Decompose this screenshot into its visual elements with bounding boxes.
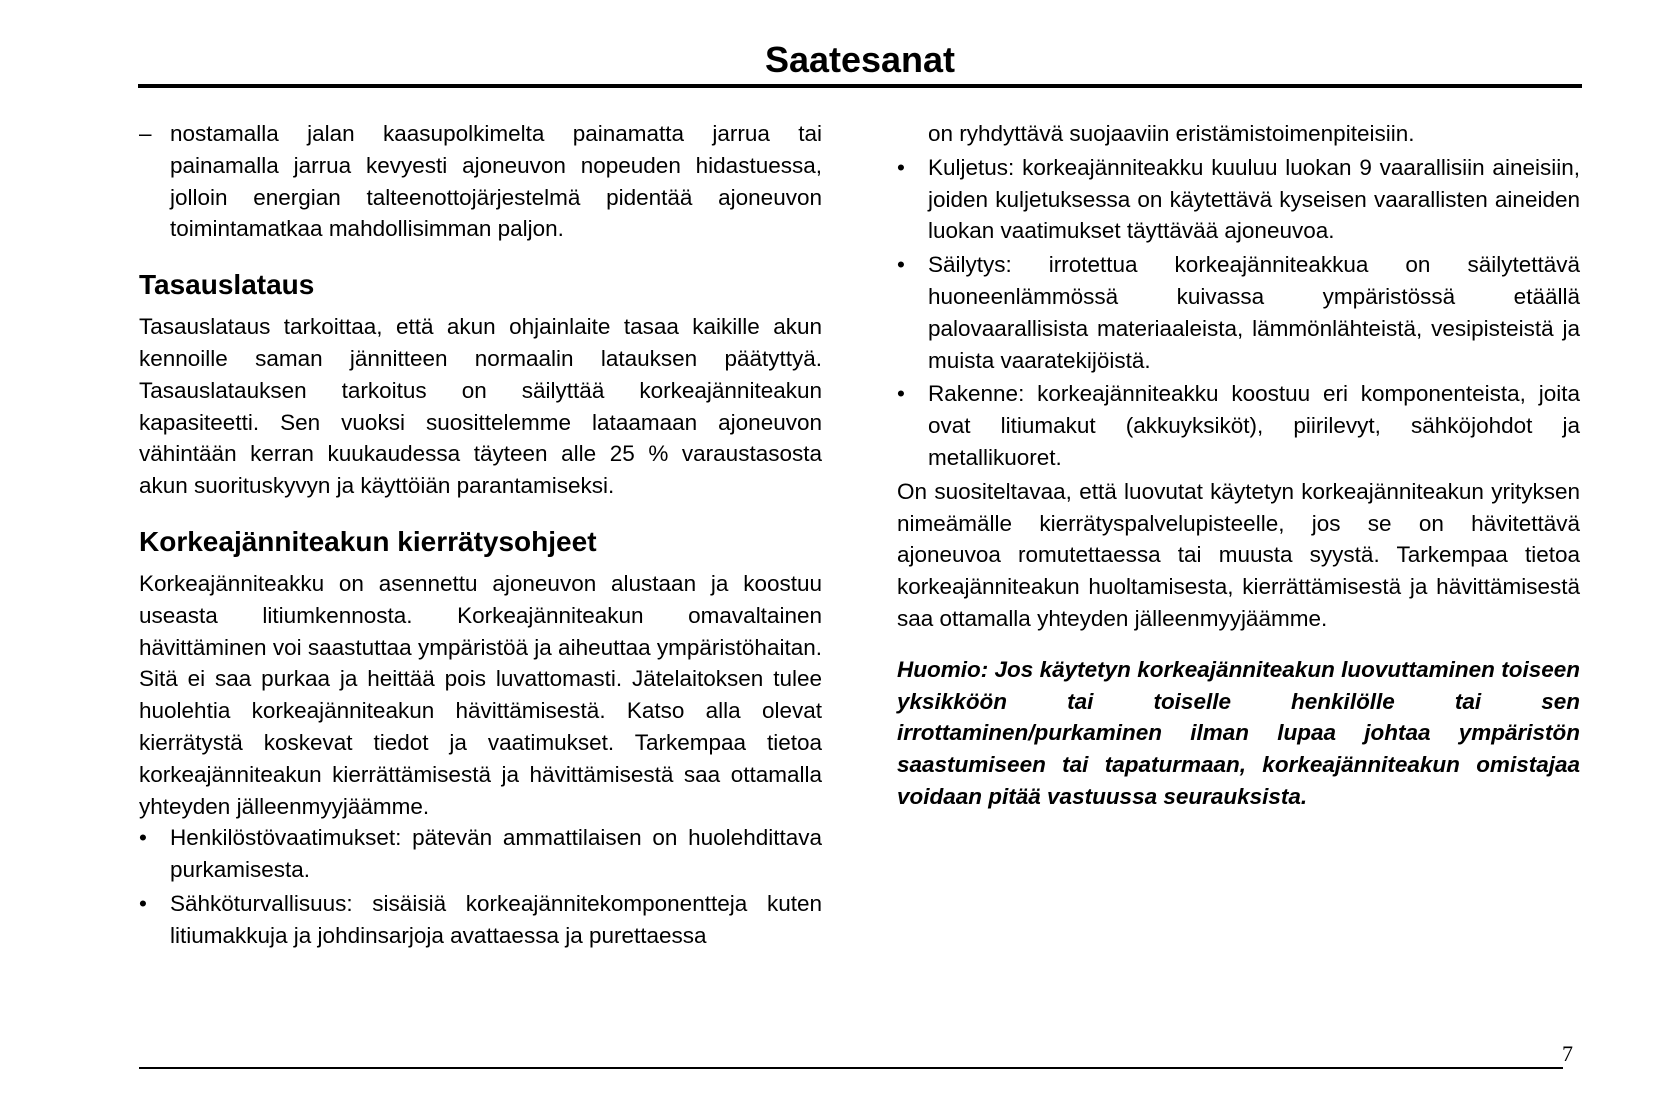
page-title: Saatesanat bbox=[764, 39, 956, 80]
dash-item-text: nostamalla jalan kaasupolkimelta painamatta jarrua tai painamalla jarrua kevyesti ajoneuvon nopeuden hidastuessa, jolloin energian talteenottojärjestelmä pidentää ajoneuvon toimintamatkaa mahdollisimman paljon. bbox=[170, 121, 822, 242]
dash-list-item bbox=[139, 118, 822, 245]
list-item-text: Kuljetus: korkeajänniteakku kuuluu luokan 9 vaarallisiin aineisiin, joiden kuljetuksessa on käytettävä kyseisen vaarallisten aineiden luokan vaatimukset täyttävää ajoneuvoa. bbox=[928, 154, 1580, 244]
list-item-text: Henkilöstövaatimukset: pätevän ammattilaisen on huolehdittava purkamisesta. bbox=[170, 825, 822, 883]
section-heading-recycling: Korkeajänniteakun kierrätysohjeet bbox=[139, 525, 597, 557]
list-item bbox=[897, 378, 1580, 473]
list-item bbox=[139, 888, 822, 952]
bullet-icon: • bbox=[897, 252, 905, 278]
dash-marker: – bbox=[139, 121, 152, 146]
recommendation-paragraph: On suositeltavaa, että luovutat käytetyn korkeajänniteakun yrityksen nimeämälle kierrätyspalvelupisteelle, jos se on hävitettävä ajoneuvoa romutettaessa tai muusta syystä. Tarkempaa tietoa korkeajänniteakun huoltamisesta, kierrättämisestä ja hävittämisestä saa ottamalla yhteyden jälleenmyyjäämme. bbox=[897, 478, 1580, 631]
right-column bbox=[897, 118, 1580, 813]
list-item-text: Rakenne: korkeajänniteakku koostuu eri komponenteista, joita ovat litiumakut (akkuyksiköt), piirilevyt, sähköjohdot ja metallikuoret. bbox=[928, 381, 1580, 470]
recycling-bullet-list bbox=[139, 822, 822, 951]
section-paragraph-recycling: Korkeajänniteakku on asennettu ajoneuvon alustaan ja koostuu useasta litiumkennosta. Korkeajänniteakun omavaltainen hävittäminen voi saastuttaa ympäristöä ja aiheuttaa ympäristöhaitan. Sitä ei saa purkaa ja heittää pois luvattomasti. Jätelaitoksen tulee huolehtia korkeajänniteakun hävittämisestä. Katso alla olevat kierrätystä koskevat tiedot ja vaatimukset. Tarkempaa tietoa korkeajänniteakun kierrättämisestä ja hävittämisestä saa ottamalla yhteyden jälleenmyyjäämme. bbox=[139, 570, 822, 819]
list-item-text: Sähköturvallisuus: sisäisiä korkeajännitekomponentteja kuten litiumakkuja ja johdinsarjoja avattaessa ja purettaessa bbox=[170, 890, 822, 948]
list-item-text: Säilytys: irrotettua korkeajänniteakkua on säilytettävä huoneenlämmössä kuivassa ympäristössä etäällä palovaarallisista materiaaleista, lämmönlähteistä, vesipisteistä ja muista vaaratekijöistä. bbox=[928, 252, 1580, 373]
title-divider bbox=[138, 84, 1582, 88]
bullet-icon: • bbox=[897, 381, 905, 407]
bullet-icon: • bbox=[139, 825, 147, 851]
bullet-icon: • bbox=[897, 154, 905, 180]
bullet-icon: • bbox=[139, 890, 147, 916]
section-paragraph-tasauslataus: Tasauslataus tarkoittaa, että akun ohjainlaite tasaa kaikille akun kennoille saman jännitteen normaalin latauksen päätyttyä. Tasauslatauksen tarkoitus on säilyttää korkeajänniteakun kapasiteetti. Sen vuoksi suosittelemme lataamaan ajoneuvon vähintään kerran kuukaudessa täyteen alle 25 % varaustasosta akun suorituskyvyn ja käyttöiän parantamiseksi. bbox=[139, 314, 822, 499]
bullet-continuation-text: on ryhdyttävä suojaaviin eristämistoimenpiteisiin. bbox=[928, 121, 1415, 146]
page-number: 7 bbox=[1562, 1041, 1573, 1066]
left-column bbox=[139, 118, 822, 954]
dash-list bbox=[139, 118, 822, 245]
right-bullet-list bbox=[897, 152, 1580, 474]
list-item bbox=[897, 152, 1580, 247]
section-heading-tasauslataus: Tasauslataus bbox=[139, 269, 315, 301]
list-item bbox=[897, 249, 1580, 376]
footer-divider bbox=[139, 1067, 1563, 1069]
list-item bbox=[139, 822, 822, 886]
warning-note: Huomio: Jos käytetyn korkeajänniteakun luovuttaminen toiseen yksikköön tai toiselle henkilölle tai sen irrottaminen/purkaminen ilman lupaa johtaa ympäristön saastumiseen tai tapaturmaan, korkeajänniteakun omistajaa voidaan pitää vastuussa seurauksista. bbox=[897, 656, 1580, 809]
